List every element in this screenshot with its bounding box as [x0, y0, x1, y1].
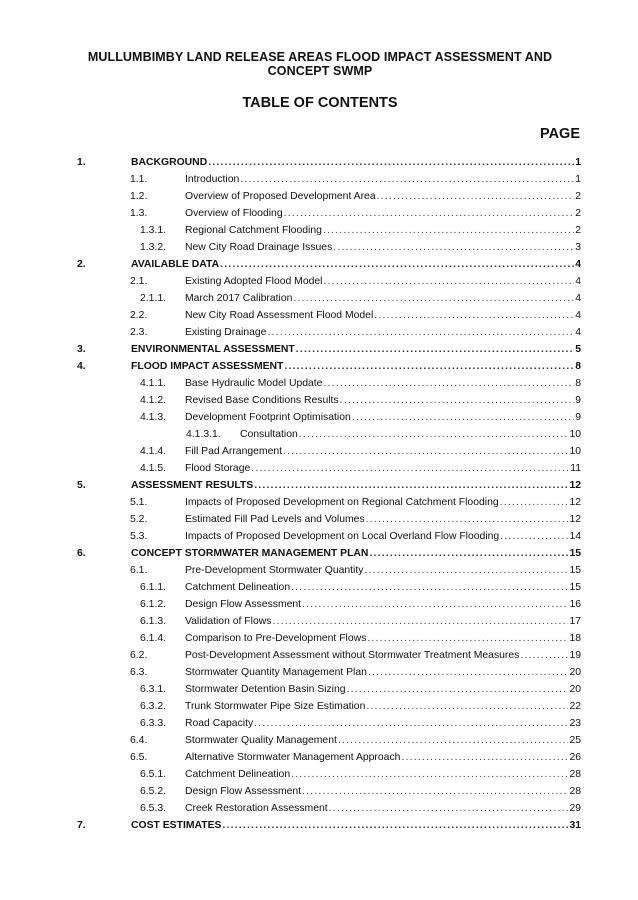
toc-entry-number: 4.1.3.1. — [186, 429, 221, 440]
toc-entry-line — [185, 307, 581, 324]
toc-entry-title: Flood Storage — [185, 463, 251, 474]
toc-entry-number: 1.2. — [130, 191, 148, 202]
toc-dot-leader — [254, 715, 568, 732]
toc-entry[interactable] — [77, 596, 581, 613]
toc-dot-leader — [366, 511, 569, 528]
toc-dot-leader — [284, 358, 574, 375]
toc-entry-line — [131, 817, 581, 834]
toc-entry-number: 1.3.1. — [140, 225, 166, 236]
toc-dot-leader — [220, 256, 574, 273]
toc-dot-leader — [267, 324, 574, 341]
toc-entry[interactable] — [77, 426, 581, 443]
toc-dot-leader — [364, 562, 568, 579]
toc-entry[interactable] — [77, 171, 581, 188]
toc-entry-number: 1. — [77, 157, 86, 168]
toc-entry-title: Fill Pad Arrangement — [185, 446, 283, 457]
toc-entry-title: COST ESTIMATES — [131, 820, 222, 831]
toc-entry-number: 2. — [77, 259, 86, 270]
toc-dot-leader — [401, 749, 568, 766]
toc-entry[interactable] — [77, 324, 581, 341]
toc-entry[interactable] — [77, 613, 581, 630]
toc-dot-leader — [323, 222, 574, 239]
toc-entry-page-number: 22 — [569, 701, 581, 712]
toc-entry-line — [185, 171, 581, 188]
toc-entry-title: Post-Development Assessment without Stormwater Treatment Measures — [185, 650, 520, 661]
toc-entry-page-number: 4 — [575, 310, 581, 321]
toc-dot-leader — [374, 307, 574, 324]
toc-entry-page-number: 29 — [569, 803, 581, 814]
toc-entry[interactable] — [77, 307, 581, 324]
toc-dot-leader — [500, 528, 568, 545]
toc-entry-page-number: 16 — [569, 599, 581, 610]
toc-entry-line — [185, 222, 581, 239]
toc-entry-title: Pre-Development Stormwater Quantity — [185, 565, 364, 576]
toc-entry[interactable] — [77, 358, 581, 375]
toc-dot-leader — [299, 426, 569, 443]
toc-entry-page-number: 4 — [575, 276, 581, 287]
toc-entry-line — [131, 358, 581, 375]
toc-entry-number: 6.3.3. — [140, 718, 166, 729]
table-of-contents — [77, 154, 581, 834]
toc-entry-line — [240, 426, 581, 443]
toc-entry-line — [185, 562, 581, 579]
toc-entry-line — [185, 579, 581, 596]
toc-entry[interactable] — [77, 766, 581, 783]
toc-entry-number: 6.1.2. — [140, 599, 166, 610]
toc-dot-leader — [291, 766, 568, 783]
toc-entry-number: 5. — [77, 480, 86, 491]
toc-entry-number: 6.5.3. — [140, 803, 166, 814]
toc-entry-number: 5.1. — [130, 497, 148, 508]
toc-entry-title: Existing Drainage — [185, 327, 267, 338]
toc-entry-line — [185, 409, 581, 426]
toc-dot-leader — [338, 732, 569, 749]
document-title — [60, 50, 580, 78]
toc-entry-title: Base Hydraulic Model Update — [185, 378, 323, 389]
toc-entry-number: 6.2. — [130, 650, 148, 661]
toc-entry-number: 2.3. — [130, 327, 148, 338]
toc-entry-line — [185, 596, 581, 613]
toc-entry[interactable] — [77, 154, 581, 171]
toc-entry-number: 2.2. — [130, 310, 148, 321]
toc-entry-title: Design Flow Assessment — [185, 786, 302, 797]
toc-entry-page-number: 14 — [569, 531, 581, 542]
toc-entry-page-number: 19 — [569, 650, 581, 661]
toc-entry-page-number: 15 — [569, 582, 581, 593]
toc-entry-title: New City Road Assessment Flood Model — [185, 310, 374, 321]
toc-entry-line — [185, 698, 581, 715]
toc-entry[interactable] — [77, 341, 581, 358]
toc-entry-number: 4.1.1. — [140, 378, 166, 389]
toc-entry-number: 6.4. — [130, 735, 148, 746]
toc-entry-line — [185, 664, 581, 681]
toc-entry-title: Revised Base Conditions Results — [185, 395, 339, 406]
toc-entry-number: 6.5. — [130, 752, 148, 763]
toc-entry-number: 6.5.2. — [140, 786, 166, 797]
toc-entry-number: 4.1.4. — [140, 446, 166, 457]
toc-dot-leader — [340, 392, 575, 409]
toc-entry[interactable] — [77, 664, 581, 681]
toc-entry-page-number: 1 — [575, 174, 581, 185]
toc-dot-leader — [283, 443, 568, 460]
toc-entry-title: CONCEPT STORMWATER MANAGEMENT PLAN — [131, 548, 369, 559]
toc-entry[interactable] — [77, 222, 581, 239]
toc-entry-line — [131, 256, 581, 273]
toc-entry-page-number: 2 — [575, 225, 581, 236]
toc-dot-leader — [333, 239, 574, 256]
toc-entry-number: 6.1.4. — [140, 633, 166, 644]
toc-dot-leader — [323, 375, 574, 392]
toc-entry-number: 6.3. — [130, 667, 148, 678]
toc-entry-line — [185, 273, 581, 290]
toc-entry-line — [185, 188, 581, 205]
toc-entry-page-number: 1 — [575, 157, 581, 168]
toc-entry-number: 4.1.5. — [140, 463, 166, 474]
toc-entry-page-number: 8 — [575, 361, 581, 372]
toc-entry-number: 4. — [77, 361, 86, 372]
toc-entry-number: 5.3. — [130, 531, 148, 542]
toc-entry-line — [185, 630, 581, 647]
toc-entry-line — [185, 239, 581, 256]
toc-entry[interactable] — [77, 800, 581, 817]
toc-entry-page-number: 4 — [575, 259, 581, 270]
toc-entry-title: Impacts of Proposed Development on Local Overland Flow Flooding — [185, 531, 500, 542]
toc-dot-leader — [293, 290, 574, 307]
toc-entry-page-number: 12 — [569, 497, 581, 508]
toc-entry-title: Catchment Delineation — [185, 769, 291, 780]
toc-entry-number: 6.1.3. — [140, 616, 166, 627]
toc-entry-line — [185, 392, 581, 409]
toc-entry[interactable] — [77, 375, 581, 392]
toc-entry-page-number: 4 — [575, 327, 581, 338]
toc-entry-line — [185, 766, 581, 783]
toc-entry-number: 1.3. — [130, 208, 148, 219]
toc-entry-number: 7. — [77, 820, 86, 831]
toc-entry-line — [185, 375, 581, 392]
toc-entry[interactable] — [77, 749, 581, 766]
toc-entry-title: Alternative Stormwater Management Approach — [185, 752, 401, 763]
toc-dot-leader — [500, 494, 569, 511]
toc-entry-title: Regional Catchment Flooding — [185, 225, 322, 236]
toc-dot-leader — [347, 681, 569, 698]
toc-entry[interactable] — [77, 732, 581, 749]
toc-entry-title: Design Flow Assessment — [185, 599, 302, 610]
toc-entry-page-number: 2 — [575, 191, 581, 202]
toc-entry-title: Impacts of Proposed Development on Regional Catchment Flooding — [185, 497, 499, 508]
toc-entry[interactable] — [77, 273, 581, 290]
toc-entry-line — [185, 800, 581, 817]
toc-entry-number: 5.2. — [130, 514, 148, 525]
toc-entry-title: Trunk Stormwater Pipe Size Estimation — [185, 701, 366, 712]
toc-entry-line — [185, 494, 581, 511]
toc-entry-number: 1.1. — [130, 174, 148, 185]
toc-dot-leader — [352, 409, 574, 426]
toc-entry-line — [131, 477, 581, 494]
toc-dot-leader — [222, 817, 568, 834]
toc-entry-number: 6. — [77, 548, 86, 559]
toc-entry-line — [185, 205, 581, 222]
toc-entry-number: 4.1.2. — [140, 395, 166, 406]
toc-entry[interactable] — [77, 562, 581, 579]
toc-entry-line — [185, 783, 581, 800]
toc-entry[interactable] — [77, 239, 581, 256]
toc-entry-title: Comparison to Pre-Development Flows — [185, 633, 367, 644]
toc-dot-leader — [369, 545, 568, 562]
toc-entry-page-number: 15 — [569, 548, 581, 559]
toc-entry-title: Stormwater Quality Management — [185, 735, 337, 746]
toc-entry-number: 6.3.1. — [140, 684, 166, 695]
toc-dot-leader — [251, 460, 569, 477]
toc-entry-title: BACKGROUND — [131, 157, 208, 168]
toc-entry-number: 6.1. — [130, 565, 148, 576]
toc-entry[interactable] — [77, 494, 581, 511]
toc-entry-title: Overview of Proposed Development Area — [185, 191, 376, 202]
toc-entry-line — [185, 613, 581, 630]
toc-entry-number: 2.1.1. — [140, 293, 166, 304]
toc-entry-number: 1.3.2. — [140, 242, 166, 253]
toc-entry[interactable] — [77, 630, 581, 647]
toc-entry-line — [185, 324, 581, 341]
toc-entry-number: 6.5.1. — [140, 769, 166, 780]
toc-dot-leader — [302, 783, 568, 800]
toc-entry-title: Road Capacity — [185, 718, 254, 729]
toc-entry-line — [185, 528, 581, 545]
toc-entry-title: Catchment Delineation — [185, 582, 291, 593]
toc-entry-title: Existing Adopted Flood Model — [185, 276, 323, 287]
toc-entry[interactable] — [77, 511, 581, 528]
toc-entry[interactable] — [77, 460, 581, 477]
toc-dot-leader — [302, 596, 568, 613]
toc-entry[interactable] — [77, 256, 581, 273]
toc-entry[interactable] — [77, 443, 581, 460]
toc-heading: TABLE OF CONTENTS — [242, 95, 398, 111]
toc-entry-title: Estimated Fill Pad Levels and Volumes — [185, 514, 365, 525]
toc-entry-title: ASSESSMENT RESULTS — [131, 480, 254, 491]
toc-entry-page-number: 2 — [575, 208, 581, 219]
toc-entry-page-number: 8 — [575, 378, 581, 389]
toc-entry-page-number: 28 — [569, 786, 581, 797]
toc-entry-line — [185, 460, 581, 477]
toc-entry[interactable] — [77, 392, 581, 409]
toc-dot-leader — [367, 630, 568, 647]
toc-entry-page-number: 10 — [569, 446, 581, 457]
toc-entry[interactable] — [77, 528, 581, 545]
toc-entry-title: FLOOD IMPACT ASSESSMENT — [131, 361, 284, 372]
toc-entry-page-number: 9 — [575, 395, 581, 406]
toc-entry[interactable] — [77, 290, 581, 307]
toc-entry-title: Stormwater Detention Basin Sizing — [185, 684, 346, 695]
toc-dot-leader — [368, 664, 569, 681]
toc-entry[interactable] — [77, 783, 581, 800]
toc-entry-page-number: 5 — [575, 344, 581, 355]
toc-entry-title: Introduction — [185, 174, 240, 185]
toc-entry-line — [131, 341, 581, 358]
toc-entry[interactable] — [77, 188, 581, 205]
toc-entry-page-number: 31 — [569, 820, 581, 831]
toc-entry-page-number: 18 — [569, 633, 581, 644]
toc-entry-page-number: 17 — [569, 616, 581, 627]
toc-entry[interactable] — [77, 715, 581, 732]
toc-entry-number: 3. — [77, 344, 86, 355]
toc-entry[interactable] — [77, 205, 581, 222]
toc-entry-line — [185, 715, 581, 732]
toc-dot-leader — [208, 154, 574, 171]
toc-dot-leader — [254, 477, 568, 494]
toc-entry-page-number: 20 — [569, 667, 581, 678]
toc-entry-title: Creek Restoration Assessment — [185, 803, 328, 814]
toc-entry-page-number: 26 — [569, 752, 581, 763]
toc-entry-title: Validation of Flows — [185, 616, 272, 627]
document-title-line-1: MULLUMBIMBY LAND RELEASE AREAS FLOOD IMPACT ASSESSMENT AND — [87, 50, 553, 64]
toc-entry-page-number: 20 — [569, 684, 581, 695]
document-title-line-2: CONCEPT SWMP — [267, 64, 373, 78]
toc-dot-leader — [329, 800, 569, 817]
toc-entry-page-number: 28 — [569, 769, 581, 780]
toc-entry-title: AVAILABLE DATA — [131, 259, 220, 270]
toc-entry-page-number: 15 — [569, 565, 581, 576]
toc-entry-line — [131, 154, 581, 171]
toc-entry-line — [185, 290, 581, 307]
toc-entry[interactable] — [77, 477, 581, 494]
toc-entry-page-number: 12 — [569, 514, 581, 525]
toc-entry-title: Development Footprint Optimisation — [185, 412, 351, 423]
toc-entry-line — [185, 681, 581, 698]
toc-entry-title: New City Road Drainage Issues — [185, 242, 333, 253]
toc-entry-number: 6.1.1. — [140, 582, 166, 593]
toc-entry-number: 6.3.2. — [140, 701, 166, 712]
toc-dot-leader — [296, 341, 574, 358]
toc-dot-leader — [366, 698, 568, 715]
toc-entry-line — [185, 732, 581, 749]
toc-entry-line — [185, 511, 581, 528]
page-column-label: PAGE — [539, 126, 580, 142]
toc-entry-title: ENVIRONMENTAL ASSESSMENT — [131, 344, 295, 355]
toc-entry-number: 4.1.3. — [140, 412, 166, 423]
toc-entry[interactable] — [77, 545, 581, 562]
toc-entry-title: Overview of Flooding — [185, 208, 283, 219]
toc-dot-leader — [284, 205, 575, 222]
toc-entry-line — [185, 647, 581, 664]
toc-entry-page-number: 25 — [569, 735, 581, 746]
toc-entry-title: Stormwater Quantity Management Plan — [185, 667, 367, 678]
toc-dot-leader — [520, 647, 568, 664]
toc-entry-title: March 2017 Calibration — [185, 293, 293, 304]
toc-entry-title: Consultation — [240, 429, 298, 440]
toc-dot-leader — [323, 273, 574, 290]
toc-entry[interactable] — [77, 409, 581, 426]
toc-entry[interactable] — [77, 579, 581, 596]
toc-entry[interactable] — [77, 681, 581, 698]
toc-dot-leader — [291, 579, 568, 596]
toc-entry-page-number: 9 — [575, 412, 581, 423]
toc-entry[interactable] — [77, 647, 581, 664]
toc-entry-page-number: 12 — [569, 480, 581, 491]
toc-entry-page-number: 10 — [569, 429, 581, 440]
toc-entry-line — [185, 443, 581, 460]
toc-dot-leader — [377, 188, 575, 205]
toc-entry[interactable] — [77, 817, 581, 834]
toc-entry-page-number: 23 — [569, 718, 581, 729]
toc-dot-leader — [272, 613, 568, 630]
toc-entry-page-number: 3 — [575, 242, 581, 253]
toc-entry-page-number: 11 — [570, 463, 581, 474]
toc-entry-line — [185, 749, 581, 766]
toc-dot-leader — [240, 171, 574, 188]
toc-entry-page-number: 4 — [575, 293, 581, 304]
toc-entry-number: 2.1. — [130, 276, 148, 287]
toc-entry[interactable] — [77, 698, 581, 715]
toc-entry-line — [131, 545, 581, 562]
